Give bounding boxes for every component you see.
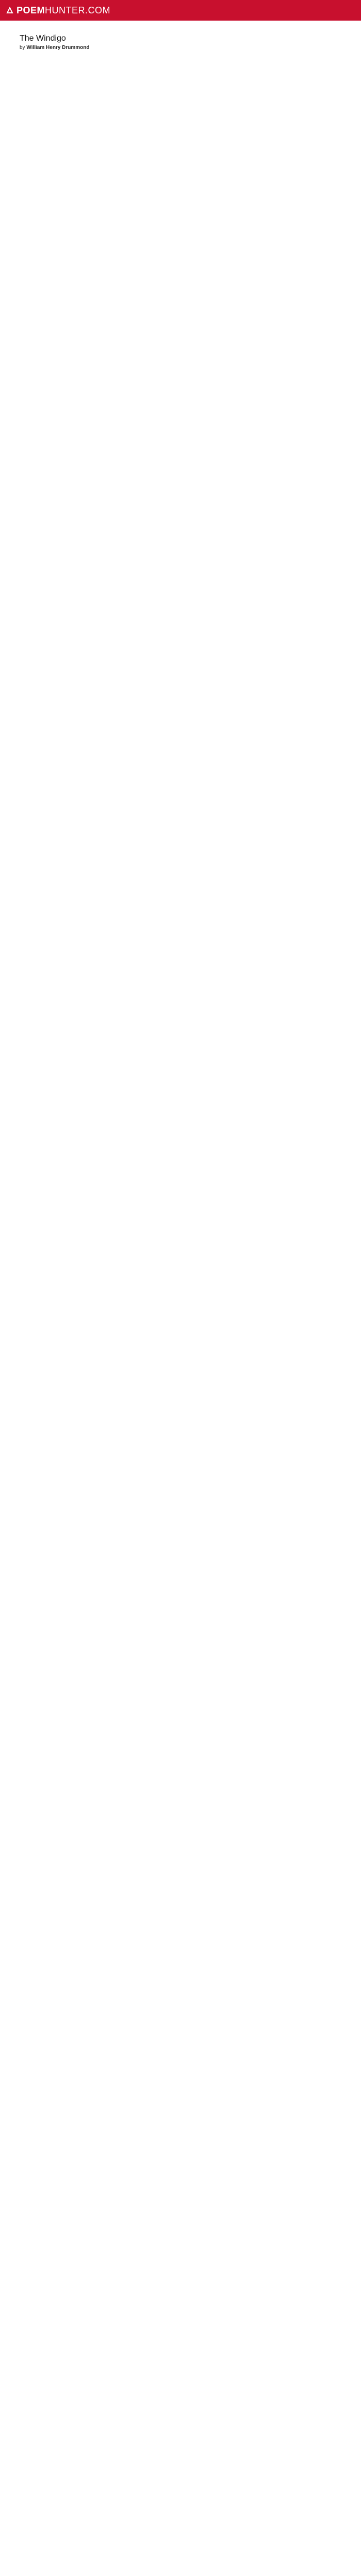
poem-container [20, 34, 185, 60]
byline-prefix: by [20, 45, 27, 50]
logo-icon [6, 7, 13, 14]
poem-byline [20, 45, 185, 50]
poem-title: The Windigo [20, 34, 66, 43]
poem-author[interactable]: William Henry Drummond [26, 45, 90, 50]
logo-text: POEMHUNTER.COM [17, 5, 111, 15]
top-bar [0, 0, 361, 21]
site-logo[interactable] [6, 5, 110, 16]
